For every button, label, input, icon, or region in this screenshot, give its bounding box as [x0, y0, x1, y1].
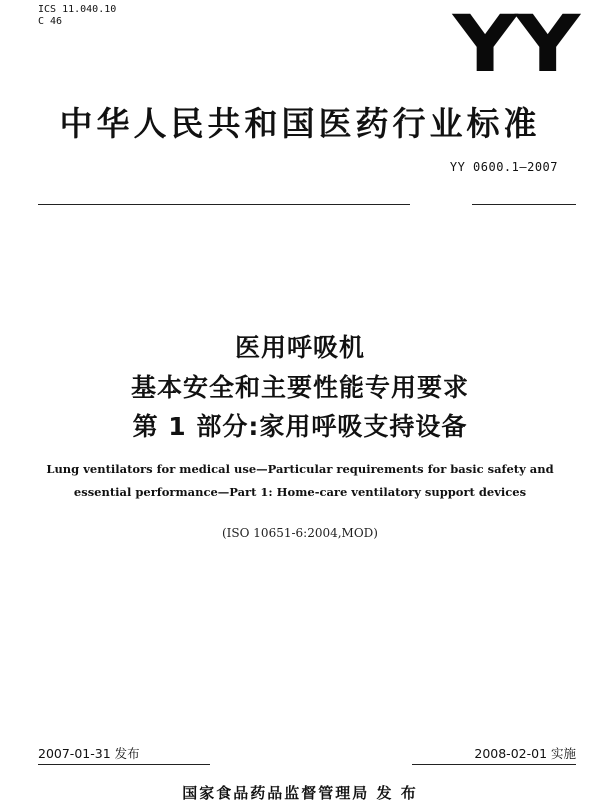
title-zh-line2: 基本安全和主要性能专用要求 [130, 373, 469, 402]
header-rule-left [38, 204, 410, 205]
standard-category-title: 中华人民共和国医药行业标准 [59, 104, 541, 143]
title-zh-line3: 第 1 部分:家用呼吸支持设备 [132, 412, 468, 441]
title-en-line1: Lung ventilators for medical use—Particular requirements for basic safety and [46, 462, 554, 476]
footer-rule-left [38, 764, 210, 765]
ccs-code: C 46 [38, 16, 63, 27]
yy-logo: YY [452, 0, 578, 90]
header-rule-right [472, 204, 576, 205]
publisher-line: 国家食品药品监督管理局 发 布 [182, 784, 418, 802]
issue-date: 2007-01-31 发布 [38, 746, 140, 761]
title-zh-line1: 医用呼吸机 [234, 333, 365, 362]
iso-reference: (ISO 10651-6:2004,MOD) [222, 526, 378, 540]
implementation-date: 2008-02-01 实施 [474, 746, 576, 761]
footer-rule-right [412, 764, 576, 765]
classification-codes [38, 4, 116, 28]
ics-code: ICS 11.040.10 [38, 4, 117, 15]
standard-number: YY 0600.1—2007 [449, 160, 558, 174]
title-en-line2: essential performance—Part 1: Home-care ventilatory support devices [73, 485, 527, 499]
